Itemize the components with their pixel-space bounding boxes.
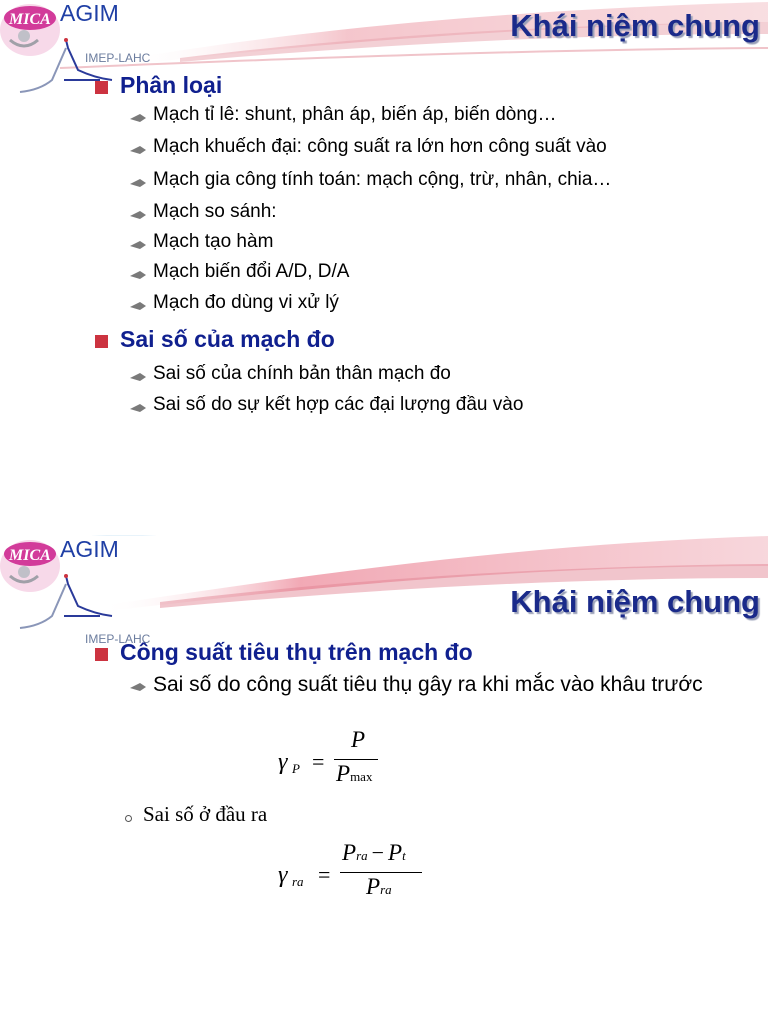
eq1-fraction-bar [334,759,378,760]
section-heading-cong-suat: Công suất tiêu thụ trên mạch đo [120,639,473,665]
agim-logo-text: AGIM [60,0,119,26]
list-item: Mạch khuếch đại: công suất ra lớn hơn công suất vào [153,136,607,157]
eq2-num-b-sub: t [402,848,406,863]
eq1-den-sub: max [350,769,373,784]
eq2-num-b: P [388,840,403,865]
eq2-lhs-sub: ra [292,874,304,889]
list-item: Sai số do công suất tiêu thụ gây ra khi mắc vào khâu trước [153,673,703,696]
slide-title: Khái niệm chung [510,8,760,43]
list-item: Mạch tạo hàm [153,231,274,252]
list-item: Mạch đo dùng vi xử lý [153,292,339,313]
list-item: Mạch gia công tính toán: mạch cộng, trừ, nhân, chia… [153,169,612,190]
slide-1 [0,0,768,488]
sub-list-item: Sai số ở đầu ra [143,802,268,826]
list-item: Mạch so sánh: [153,201,277,222]
eq1-denominator [336,761,372,787]
eq1-numerator: P [350,727,366,752]
eq2-lhs: γ [278,862,288,888]
eq2-den-sub: ra [380,882,392,897]
agim-logo-text: AGIM [60,536,119,562]
eq1-lhs-sub: P [292,761,300,776]
arrow-bullet-icon [130,241,146,249]
arrow-bullet-icon [130,683,146,691]
eq2-minus: − [371,840,385,865]
bullet-square-icon [95,648,108,661]
slide-title: Khái niệm chung [510,584,760,619]
arrow-bullet-icon [130,179,146,187]
svg-text:MICA: MICA [9,547,51,564]
bullet-square-icon [95,81,108,94]
eq1-equals: = [312,749,325,774]
imep-logo-text: IMEP-LAHC [85,51,151,65]
logo [0,536,160,636]
eq2-denominator [366,874,392,900]
eq2-num-a: P [342,840,357,865]
arrow-bullet-icon [130,146,146,154]
eq2-fraction-bar [340,872,422,873]
arrow-bullet-icon [130,211,146,219]
arrow-bullet-icon [130,373,146,381]
arrow-bullet-icon [130,271,146,279]
arrow-bullet-icon [130,302,146,310]
list-item: Mạch biến đổi A/D, D/A [153,261,350,282]
section-heading-phan-loai: Phân loại [120,72,223,98]
eq2-den-var: P [366,874,381,899]
svg-text:MICA: MICA [9,11,51,28]
list-item: Mạch tỉ lê: shunt, phân áp, biến áp, biến dòng… [153,104,557,125]
imep-logo-text: IMEP-LAHC [85,632,151,646]
eq2-numerator [342,840,406,866]
eq1-den-var: P [336,761,351,786]
section-heading-sai-so: Sai số của mạch đo [120,326,335,352]
arrow-bullet-icon [130,114,146,122]
list-item: Sai số do sự kết hợp các đại lượng đầu vào [153,394,524,415]
eq2-equals: = [318,862,331,887]
list-item: Sai số của chính bản thân mạch đo [153,363,451,384]
slide-2 [0,536,768,1024]
eq2-num-a-sub: ra [356,848,368,863]
arrow-bullet-icon [130,404,146,412]
circle-bullet-icon [125,815,132,822]
bullet-square-icon [95,335,108,348]
eq1-lhs: γ [278,749,288,775]
